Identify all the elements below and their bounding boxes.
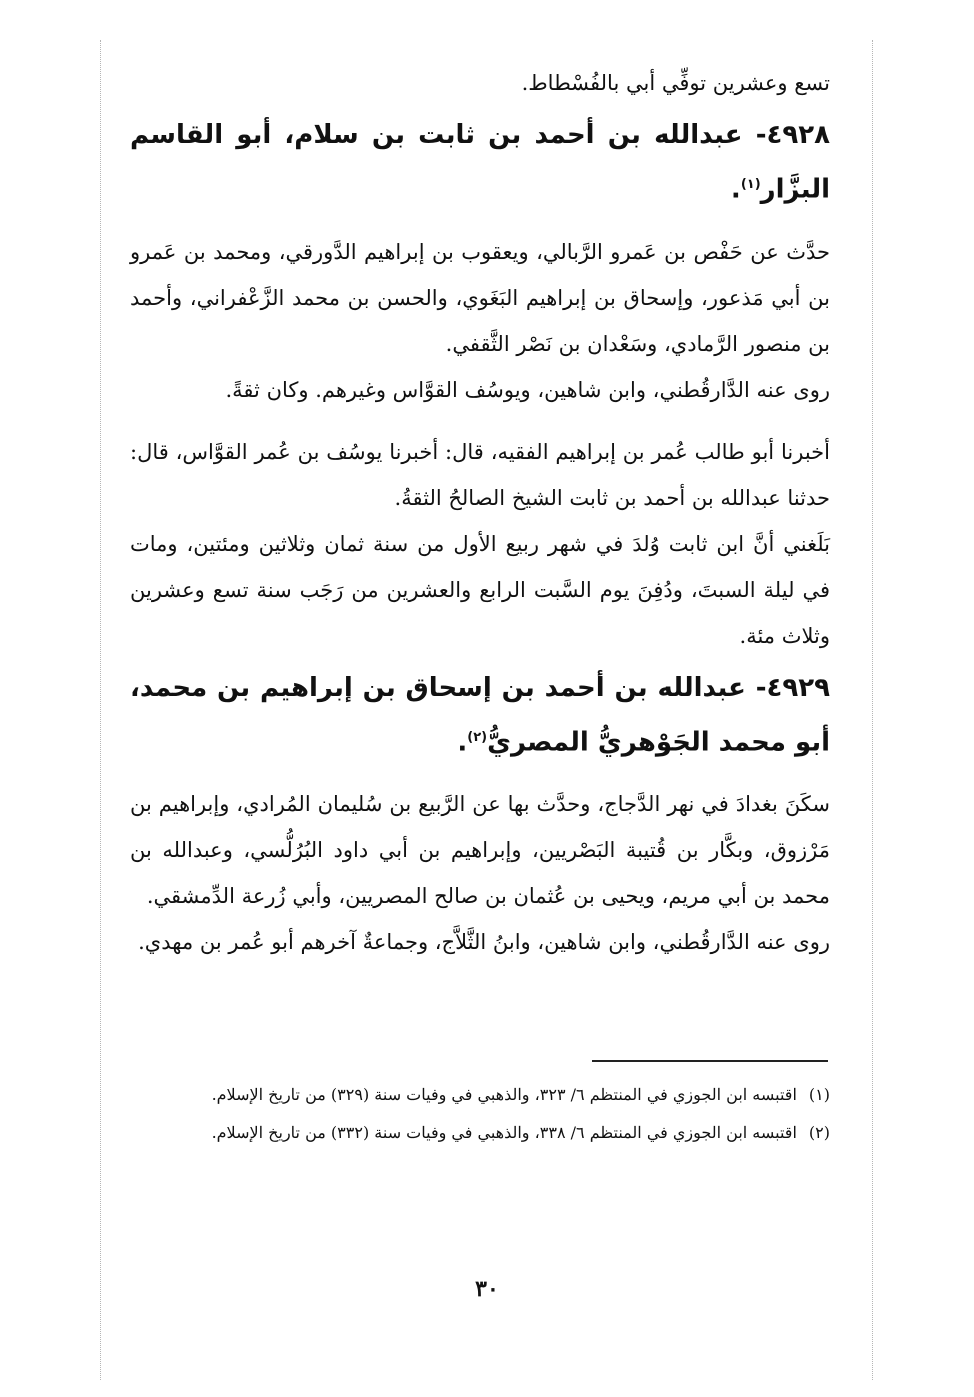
margin-guide-left xyxy=(100,40,101,1380)
footnote-ref: (١) xyxy=(740,177,761,192)
footnote-text: اقتبسه ابن الجوزي في المنتظم ٦/ ٣٢٣، والذهبي في وفيات سنة (٣٢٩) من تاريخ الإسلام. xyxy=(211,1085,797,1104)
page-number: ٣٠ xyxy=(475,1276,499,1302)
entry-4928-para-3: أخبرنا أبو طالب عُمر بن إبراهيم الفقيه، قال: أخبرنا يوسُف بن عُمر القوَّاس، قال: حدثنا عبدالله بن أحمد بن ثابت الشيخ الصالحُ الثقةُ. xyxy=(130,439,830,510)
footnote-divider xyxy=(592,1060,828,1062)
footnote-number: (١) xyxy=(808,1085,830,1104)
footnote-2 xyxy=(130,1114,830,1152)
entry-4929-para-2: روى عنه الدَّارقُطني، وابن شاهين، وابنُ الثَّلاَّج، وجماعةٌ آخرهم أبو عُمر بن مهدي. xyxy=(138,930,830,955)
page-body xyxy=(130,60,830,965)
entry-4928-para-2: روى عنه الدَّارقُطني، وابن شاهين، ويوسُف القوَّاس وغيرهم. وكان ثقةً. xyxy=(225,377,830,402)
entry-heading-text: ٤٩٢٨- عبدالله بن أحمد بن ثابت بن سلام، أبو القاسم البزَّار xyxy=(130,120,830,205)
entry-heading-4929: ٤٩٢٩- عبدالله بن أحمد بن إسحاق بن إبراهيم بن محمد، أبو محمد الجَوْهريُّ المصريُّ$^{(٢)}$. xyxy=(130,672,830,758)
entry-4928-para-4: بَلَغني أنَّ ابن ثابت وُلدَ في شهر ربيع الأول من سنة ثمان وثلاثين ومئتين، ومات في ليلة السبتَ، ودُفِنَ يوم السَّبت الرابع والعشرين من رَجَب سنة تسع وعشرين وثلاث مئة. xyxy=(130,531,830,648)
margin-guide-right xyxy=(872,40,873,1380)
entry-4929-para-1: سكَنَ بغدادَ في نهر الدَّجاج، وحدَّث بها عن الرَّبيع بن سُليمان المُرادي، وإبراهيم بن مَرْزوق، وبكَّار بن قُتيبة البَصْريين، وإبراهيم بن أبي داود البُرُلُّسي، وعبدالله بن محمد بن أبي مريم، ويحيى بن عُثمان بن صالح المصريين، وأبي زُرعة الدِّمشقي. xyxy=(130,792,830,909)
entry-heading-text: ٤٩٢٩- عبدالله بن أحمد بن إسحاق بن إبراهيم بن محمد، أبو محمد الجَوْهريُّ المصريُّ xyxy=(130,672,830,758)
entry-heading-4928: ٤٩٢٨- عبدالله بن أحمد بن ثابت بن سلام، أبو القاسم البزَّار$^{(١)}$. xyxy=(130,120,830,205)
footnote-text: اقتبسه ابن الجوزي في المنتظم ٦/ ٣٣٨، والذهبي في وفيات سنة (٣٣٢) من تاريخ الإسلام. xyxy=(211,1123,797,1142)
opening-line: تسع وعشرين توفِّي أبي بالفُسْطاط. xyxy=(521,71,830,95)
footnote-number: (٢) xyxy=(808,1123,830,1142)
entry-4928-para-1: حدَّث عن حَفْص بن عَمرو الرَّبالي، ويعقوب بن إبراهيم الدَّورقي، ومحمد بن عَمرو بن أبي مَذعور، وإسحاق بن إبراهيم البَغَوي، والحسن بن محمد الزَّعْفراني، وأحمد بن منصور الرَّمادي، وسَعْدان بن نَصْر الثَّقفي. xyxy=(130,239,830,356)
footnote-1 xyxy=(130,1076,830,1114)
footnotes xyxy=(130,1076,830,1152)
footnote-ref: (٢) xyxy=(467,729,488,745)
